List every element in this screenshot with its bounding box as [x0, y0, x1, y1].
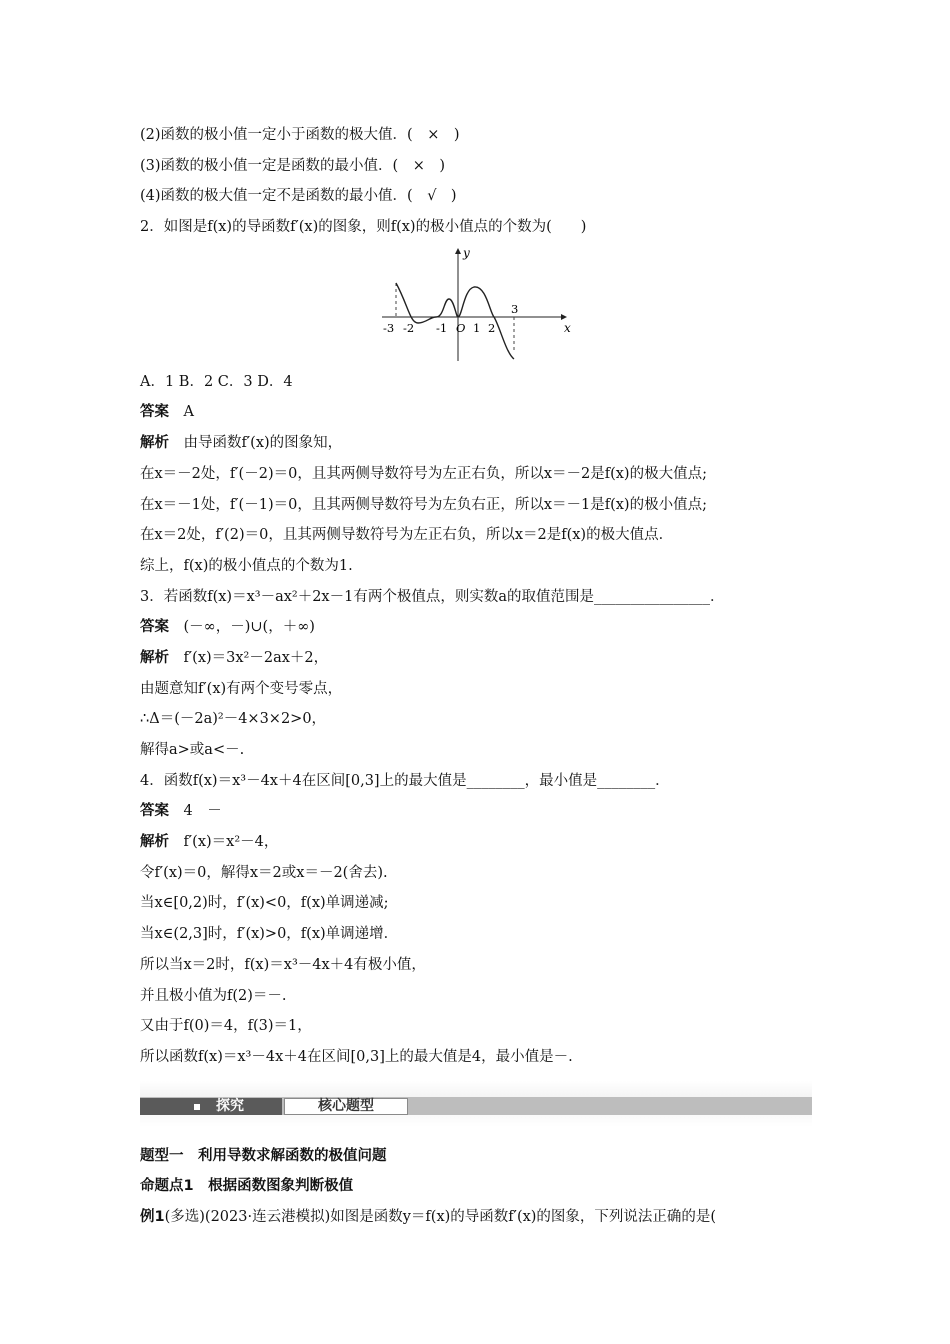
y-axis-label: y — [463, 245, 470, 260]
problem-4-stem: 4．函数f(x)＝x³－4x＋4在区间[0,3]上的最大值是________，最小值是________． — [140, 772, 670, 789]
analysis-line: 由题意知f′(x)有两个变号零点， — [140, 680, 343, 697]
analysis-line: 综上，f(x)的极小值点的个数为1. — [140, 557, 353, 574]
tick-label: 3 — [511, 301, 519, 316]
problem-2-answer — [140, 397, 812, 428]
problem-4-analysis — [140, 827, 812, 858]
problem-2-analysis — [140, 428, 812, 459]
tick-label: -1 — [436, 320, 448, 335]
analysis-line: 解得a>或a<－. — [140, 742, 245, 758]
analysis-line: 所以当x＝2时，f(x)＝x³－4x＋4有极小值， — [140, 956, 426, 973]
problem-3-answer — [140, 612, 812, 643]
x-axis-label: x — [564, 320, 571, 335]
analysis-label: 解析 — [140, 834, 169, 851]
type-title: 题型一 利用导数求解函数的极值问题 — [140, 1147, 387, 1164]
analysis-label: 解析 — [140, 435, 169, 452]
judge-item-3: (3)函数的极小值一定是函数的最小值．( × ) — [140, 157, 446, 174]
tick-label: -3 — [383, 320, 395, 335]
example-text: (多选)(2023·连云港模拟)如图是函数y＝f(x)的导函数f′(x)的图象，下列说法正确的是( — [164, 1208, 717, 1225]
analysis-line: 当x∈[0,2)时，f′(x)<0，f(x)单调递减; — [140, 895, 389, 912]
analysis-text: 由导函数f′(x)的图象知， — [183, 435, 343, 452]
banner-explore: 探究 — [140, 1098, 282, 1115]
origin-label: O — [456, 320, 466, 335]
example-1 — [140, 1202, 812, 1233]
problem-2-options: A．1 B．2 C．3 D．4 — [140, 373, 293, 390]
analysis-line: 所以函数f(x)＝x³－4x＋4在区间[0,3]上的最大值是4，最小值是－. — [140, 1048, 573, 1065]
answer-value: 4 － — [183, 803, 222, 820]
problem-3-analysis — [140, 643, 812, 674]
analysis-line: 在x＝－1处，f′(－1)＝0，且其两侧导数符号为左负右正，所以x＝－1是f(x)的极小值点; — [140, 496, 707, 513]
answer-label: 答案 — [140, 619, 169, 636]
analysis-line: 又由于f(0)＝4，f(3)＝1， — [140, 1018, 312, 1035]
analysis-line: 当x∈(2,3]时，f′(x)>0，f(x)单调递增． — [140, 926, 399, 943]
square-bullet-icon — [194, 1104, 200, 1110]
analysis-line: 令f′(x)＝0，解得x＝2或x＝－2(舍去). — [140, 864, 388, 881]
answer-label: 答案 — [140, 803, 169, 820]
answer-value: (－∞，－)∪(，＋∞) — [183, 619, 315, 636]
point-title: 命题点1 根据函数图象判断极值 — [140, 1178, 354, 1195]
problem-4-answer — [140, 796, 812, 827]
analysis-text: f′(x)＝x²－4， — [183, 834, 279, 851]
section-banner — [140, 1075, 812, 1131]
analysis-label: 解析 — [140, 649, 169, 666]
tick-label: 1 — [473, 320, 481, 335]
tick-label: -2 — [403, 320, 415, 335]
document-page — [140, 120, 812, 1233]
tick-label: 2 — [488, 320, 496, 335]
analysis-line: 并且极小值为f(2)＝－. — [140, 987, 287, 1004]
answer-value: A — [183, 404, 194, 421]
problem-3-stem: 3．若函数f(x)＝x³－ax²＋2x－1有两个极值点，则实数a的取值范围是________________． — [140, 588, 725, 605]
derivative-graph-figure — [140, 243, 812, 367]
answer-label: 答案 — [140, 404, 169, 421]
analysis-line: 在x＝2处，f′(2)＝0，且其两侧导数符号为左正右负，所以x＝2是f(x)的极大值点． — [140, 527, 674, 544]
problem-2-stem: 2．如图是f(x)的导函数f′(x)的图象，则f(x)的极小值点的个数为( ) — [140, 219, 587, 236]
derivative-graph — [378, 243, 578, 367]
judge-item-4: (4)函数的极大值一定不是函数的最小值．( √ ) — [140, 188, 457, 205]
example-label: 例1 — [140, 1208, 165, 1225]
analysis-line: 在x＝－2处，f′(－2)＝0，且其两侧导数符号为左正右负，所以x＝－2是f(x)的极大值点; — [140, 465, 707, 482]
analysis-line: ∴Δ＝(－2a)²－4×3×2>0， — [140, 711, 327, 728]
banner-core-types: 核心题型 — [284, 1098, 408, 1115]
judge-item-2: (2)函数的极小值一定小于函数的极大值．( × ) — [140, 127, 460, 143]
analysis-text: f′(x)＝3x²－2ax＋2， — [183, 649, 329, 666]
